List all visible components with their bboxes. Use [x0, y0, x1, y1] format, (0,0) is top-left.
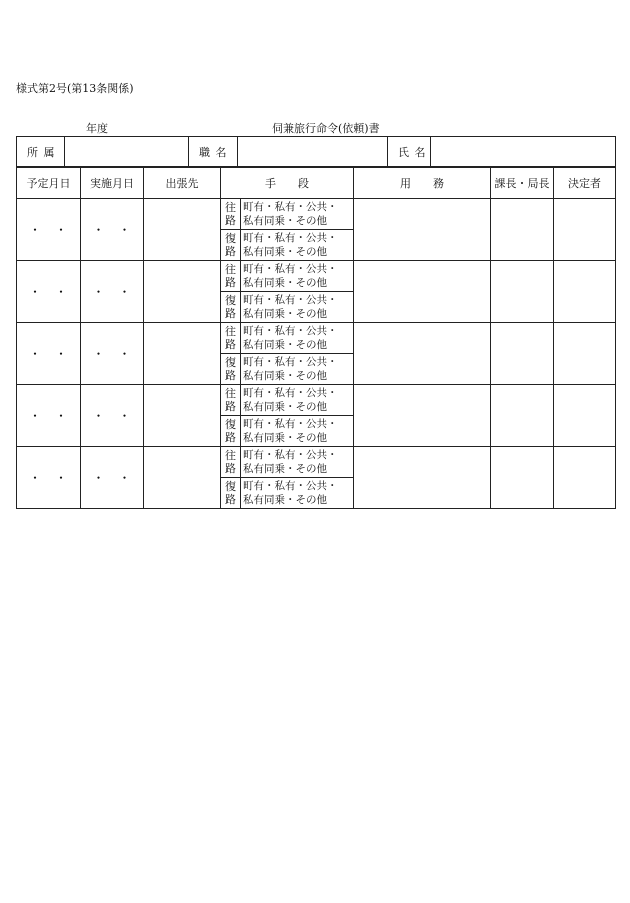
table-row: [17, 385, 616, 416]
department-field[interactable]: [65, 137, 189, 168]
return-label: 復 路: [221, 230, 241, 261]
outbound-label: 往 路: [221, 447, 241, 478]
return-transport-options[interactable]: [241, 416, 354, 447]
decider-cell[interactable]: [554, 447, 616, 509]
form-number-label: 様式第2号(第13条関係): [16, 82, 134, 95]
return-transport-options[interactable]: [241, 292, 354, 323]
header-purpose: 用 務: [354, 167, 491, 199]
transport-options-line1: 町有・私有・公共・: [243, 418, 338, 430]
table-row: [17, 323, 616, 354]
transport-options-line2: 私有同乗・その他: [243, 401, 327, 413]
purpose-cell[interactable]: [354, 447, 491, 509]
destination-cell[interactable]: [144, 261, 221, 323]
actual-date-cell[interactable]: ・ ・: [81, 199, 144, 261]
scheduled-date-cell[interactable]: ・ ・: [17, 447, 81, 509]
transport-options-line1: 町有・私有・公共・: [243, 201, 338, 213]
purpose-cell[interactable]: [354, 261, 491, 323]
section-chief-cell[interactable]: [491, 447, 554, 509]
transport-options-line2: 私有同乗・その他: [243, 215, 327, 227]
transport-options-line2: 私有同乗・その他: [243, 494, 327, 506]
return-transport-options[interactable]: [241, 354, 354, 385]
outbound-transport-options[interactable]: [241, 323, 354, 354]
scheduled-date-cell[interactable]: ・ ・: [17, 261, 81, 323]
outbound-transport-options[interactable]: [241, 447, 354, 478]
outbound-label: 往 路: [221, 199, 241, 230]
position-label: 職 名: [189, 137, 238, 168]
header-decider: 決定者: [554, 167, 616, 199]
purpose-cell[interactable]: [354, 199, 491, 261]
header-transport: 手 段: [221, 167, 354, 199]
transport-options-line2: 私有同乗・その他: [243, 277, 327, 289]
header-actual-date: 実施月日: [81, 167, 144, 199]
return-label: 復 路: [221, 292, 241, 323]
return-transport-options[interactable]: [241, 478, 354, 509]
section-chief-cell[interactable]: [491, 261, 554, 323]
actual-date-cell[interactable]: ・ ・: [81, 385, 144, 447]
transport-options-line1: 町有・私有・公共・: [243, 449, 338, 461]
header-destination: 出張先: [144, 167, 221, 199]
destination-cell[interactable]: [144, 385, 221, 447]
destination-cell[interactable]: [144, 199, 221, 261]
destination-cell[interactable]: [144, 323, 221, 385]
scheduled-date-cell[interactable]: ・ ・: [17, 199, 81, 261]
actual-date-cell[interactable]: ・ ・: [81, 323, 144, 385]
destination-cell[interactable]: [144, 447, 221, 509]
transport-options-line1: 町有・私有・公共・: [243, 263, 338, 275]
outbound-label: 往 路: [221, 385, 241, 416]
return-transport-options[interactable]: [241, 230, 354, 261]
decider-cell[interactable]: [554, 385, 616, 447]
header-section-chief: 課長・局長: [491, 167, 554, 199]
outbound-transport-options[interactable]: [241, 385, 354, 416]
section-chief-cell[interactable]: [491, 385, 554, 447]
fiscal-year-label: 年度: [86, 122, 108, 135]
actual-date-cell[interactable]: ・ ・: [81, 447, 144, 509]
transport-options-line1: 町有・私有・公共・: [243, 232, 338, 244]
table-row: [17, 447, 616, 478]
department-label: 所 属: [17, 137, 65, 168]
table-row: [17, 261, 616, 292]
purpose-cell[interactable]: [354, 385, 491, 447]
name-label: 氏 名: [388, 137, 431, 168]
transport-options-line2: 私有同乗・その他: [243, 246, 327, 258]
section-chief-cell[interactable]: [491, 323, 554, 385]
transport-options-line2: 私有同乗・その他: [243, 339, 327, 351]
document-title: 伺兼旅行命令(依頼)書: [272, 122, 380, 135]
transport-options-line2: 私有同乗・その他: [243, 463, 327, 475]
return-label: 復 路: [221, 354, 241, 385]
transport-options-line1: 町有・私有・公共・: [243, 356, 338, 368]
applicant-info-table: [16, 136, 616, 168]
scheduled-date-cell[interactable]: ・ ・: [17, 385, 81, 447]
transport-options-line1: 町有・私有・公共・: [243, 480, 338, 492]
transport-options-line1: 町有・私有・公共・: [243, 294, 338, 306]
transport-options-line2: 私有同乗・その他: [243, 432, 327, 444]
transport-options-line2: 私有同乗・その他: [243, 308, 327, 320]
table-header-row: [17, 167, 616, 199]
decider-cell[interactable]: [554, 323, 616, 385]
section-chief-cell[interactable]: [491, 199, 554, 261]
outbound-label: 往 路: [221, 323, 241, 354]
decider-cell[interactable]: [554, 199, 616, 261]
name-field[interactable]: [431, 137, 616, 168]
transport-options-line1: 町有・私有・公共・: [243, 325, 338, 337]
scheduled-date-cell[interactable]: ・ ・: [17, 323, 81, 385]
table-row: [17, 199, 616, 230]
outbound-transport-options[interactable]: [241, 261, 354, 292]
purpose-cell[interactable]: [354, 323, 491, 385]
actual-date-cell[interactable]: ・ ・: [81, 261, 144, 323]
return-label: 復 路: [221, 416, 241, 447]
transport-options-line2: 私有同乗・その他: [243, 370, 327, 382]
decider-cell[interactable]: [554, 261, 616, 323]
travel-order-table: [16, 166, 616, 509]
transport-options-line1: 町有・私有・公共・: [243, 387, 338, 399]
outbound-transport-options[interactable]: [241, 199, 354, 230]
return-label: 復 路: [221, 478, 241, 509]
outbound-label: 往 路: [221, 261, 241, 292]
position-field[interactable]: [238, 137, 388, 168]
header-scheduled-date: 予定月日: [17, 167, 81, 199]
